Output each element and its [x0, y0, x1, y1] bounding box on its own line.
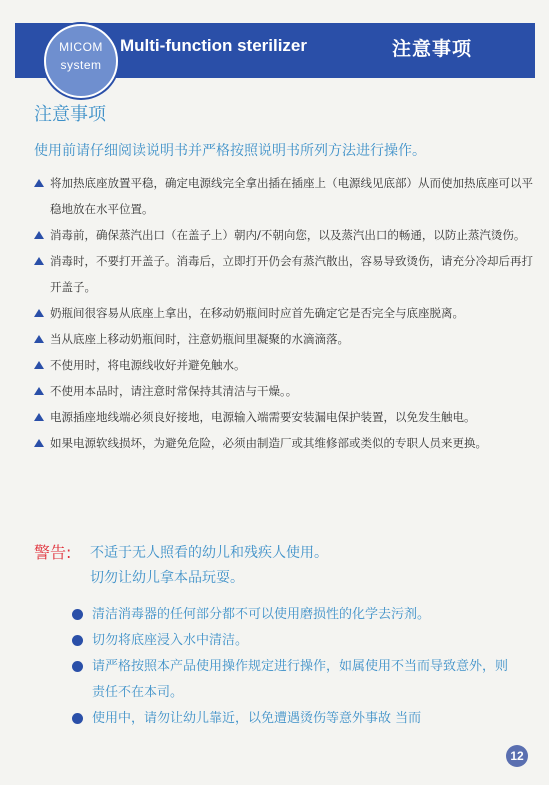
intro-text: 使用前请仔细阅读说明书并严格按照说明书所列方法进行操作。	[34, 143, 426, 159]
logo-line1: MICOM	[59, 40, 103, 54]
triangle-bullet-icon	[34, 231, 44, 239]
bullet-item: 清洁消毒器的任何部分都不可以使用磨损性的化学去污剂。	[72, 602, 512, 628]
bullet-item: 请严格按照本产品使用操作规定进行操作，如属使用不当而导致意外，则责任不在本司。	[72, 654, 512, 706]
note-item: 不使用本品时，请注意时常保持其清洁与干燥。。	[34, 378, 534, 404]
triangle-bullet-icon	[34, 179, 44, 187]
note-item: 奶瓶间很容易从底座上拿出，在移动奶瓶间时应首先确定它是否完全与底座脱离。	[34, 300, 534, 326]
logo-line2: system	[60, 58, 102, 72]
triangle-bullet-icon	[34, 439, 44, 447]
note-item: 不使用时，将电源线收好并避免触水。	[34, 352, 534, 378]
triangle-bullet-icon	[34, 335, 44, 343]
note-item: 电源插座地线端必须良好接地，电源输入端需要安装漏电保护装置，以免发生触电。	[34, 404, 534, 430]
header-right-title: 注意事项	[392, 38, 473, 60]
triangle-bullet-icon	[34, 361, 44, 369]
dot-bullet-icon	[72, 635, 83, 646]
warning-line2: 切勿让幼儿拿本品玩耍。	[90, 570, 244, 586]
bullet-item: 切勿将底座浸入水中清洁。	[72, 628, 512, 654]
note-item: 消毒时，不要打开盖子。消毒后，立即打开仍会有蒸汽散出，容易导致烫伤，请充分冷却后再打开盖子。	[34, 248, 534, 300]
dot-bullet-icon	[72, 713, 83, 724]
notes-list	[34, 170, 534, 456]
note-item: 如果电源软线损坏，为避免危险，必须由制造厂或其维修部或类似的专职人员来更换。	[34, 430, 534, 456]
note-item: 将加热底座放置平稳，确定电源线完全拿出插在插座上（电源线见底部）从而使加热底座可以平稳地放在水平位置。	[34, 170, 534, 222]
bullet-item: 使用中，请勿让幼儿靠近，以免遭遇烫伤等意外事故 当而	[72, 706, 512, 732]
note-item: 当从底座上移动奶瓶间时，注意奶瓶间里凝聚的水滴滴落。	[34, 326, 534, 352]
triangle-bullet-icon	[34, 413, 44, 421]
page-number: 12	[506, 745, 528, 767]
bullet-list	[72, 602, 512, 732]
note-item: 消毒前，确保蒸汽出口（在盖子上）朝内/不朝向您，以及蒸汽出口的畅通，以防止蒸汽烫伤。	[34, 222, 534, 248]
triangle-bullet-icon	[34, 309, 44, 317]
section-title: 注意事项	[34, 104, 106, 125]
triangle-bullet-icon	[34, 257, 44, 265]
triangle-bullet-icon	[34, 387, 44, 395]
warning-line1: 不适于无人照看的幼儿和残疾人使用。	[90, 545, 328, 561]
header-title: Multi-function sterilizer	[120, 36, 307, 55]
dot-bullet-icon	[72, 609, 83, 620]
micom-logo	[44, 24, 118, 98]
dot-bullet-icon	[72, 661, 83, 672]
warning-label: 警告:	[34, 543, 72, 562]
